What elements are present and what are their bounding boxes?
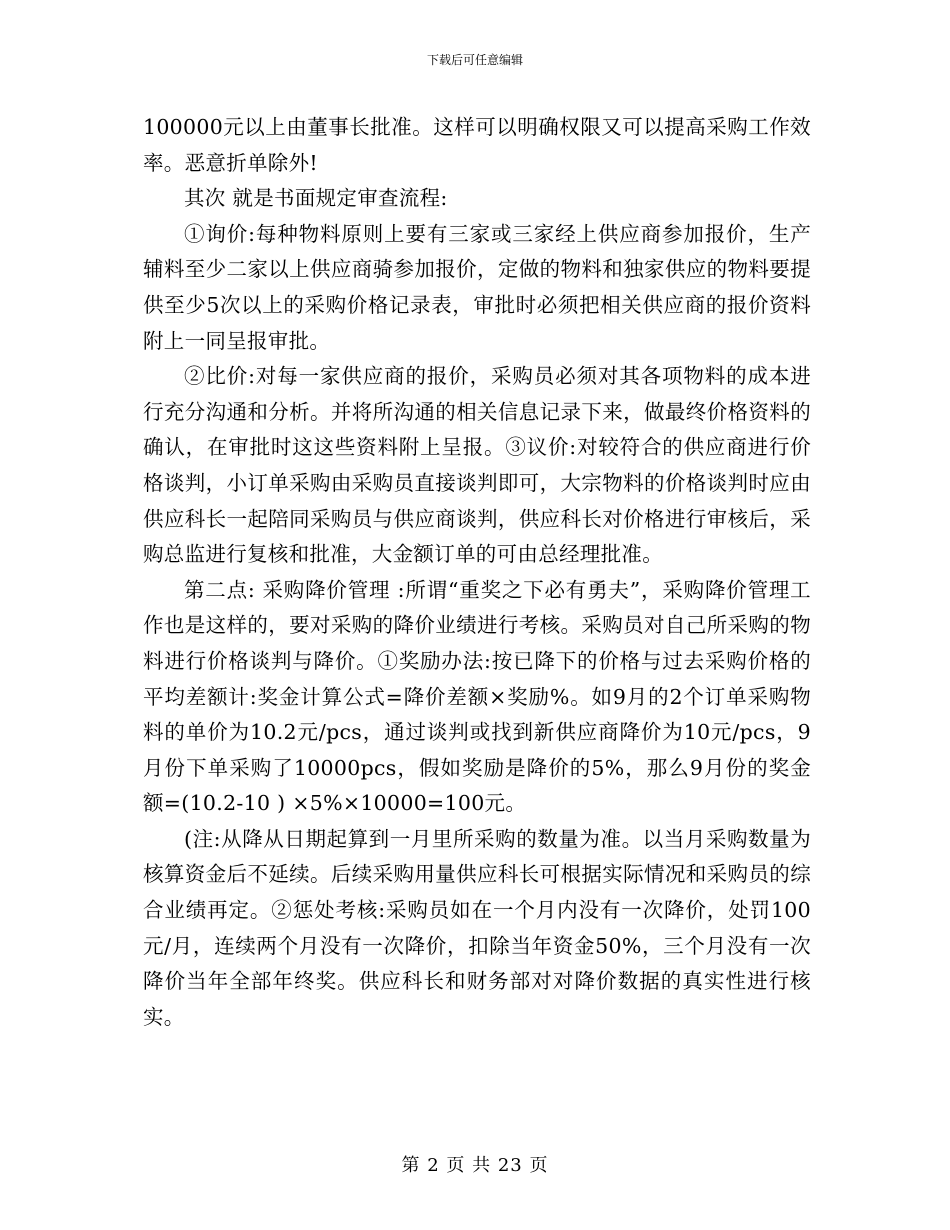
paragraph-review-process: 其次 就是书面规定审查流程: <box>184 186 448 211</box>
document-body <box>143 110 811 1035</box>
paragraph-note-penalty: (注:从降从日期起算到一月里所采购的数量为准。以当月采购数量为核算资金后不延续。后续采购用量供应科长可根据实际情况和采购员的综合业绩再定。②惩处考核:采购员如在一个月内没有一次降价，处罚100元/月，连续两个月没有一次降价，扣除当年资金50%，三个月没有一次降价当年全部年终奖。供应科长和财务部对对降价数据的真实性进行核实。 <box>143 826 811 1029</box>
paragraph-price-reduction: 第二点: 采购降价管理 :所谓“重奖之下必有勇夫”，采购降价管理工作也是这样的，要对采购的降价业绩进行考核。采购员对自己所采购的物料进行价格谈判与降价。①奖励办法:按已降下的价格与过去采购价格的平均差额计:奖金计算公式=降价差额×奖励%。如9月的2个订单采购物料的单价为10.2元/pcs，通过谈判或找到新供应商降价为10元/pcs，9月份下单采购了10000pcs，假如奖励是降价的5%，那么9月份的奖金额=(10.2-10 ) ×5%×10000=100元。 <box>143 577 811 816</box>
paragraph-approval-limit: 100000元以上由董事长批准。这样可以明确权限又可以提高采购工作效率。恶意折单除外! <box>143 115 811 175</box>
page-header: 下载后可任意编辑 <box>426 53 523 67</box>
paragraph-price-comparison: ②比价:对每一家供应商的报价，采购员必须对其各项物料的成本进行充分沟通和分析。并将所沟通的相关信息记录下来，做最终价格资料的确认，在审批时这这些资料附上呈报。③议价:对较符合的供应商进行价格谈判，小订单采购由采购员直接谈判即可，大宗物料的价格谈判时应由供应科长一起陪同采购员与供应商谈判，供应科长对价格进行审核后，采购总监进行复核和批准，大金额订单的可由总经理批准。 <box>143 364 811 567</box>
paragraph-inquiry: ①询价:每种物料原则上要有三家或三家经上供应商参加报价，生产辅料至少二家以上供应商骑参加报价，定做的物料和独家供应的物料要提供至少5次以上的采购价格记录表，审批时必须把相关供应商的报价资料附上一同呈报审批。 <box>143 221 811 353</box>
page-number: 第 2 页 共 23 页 <box>401 1155 549 1176</box>
